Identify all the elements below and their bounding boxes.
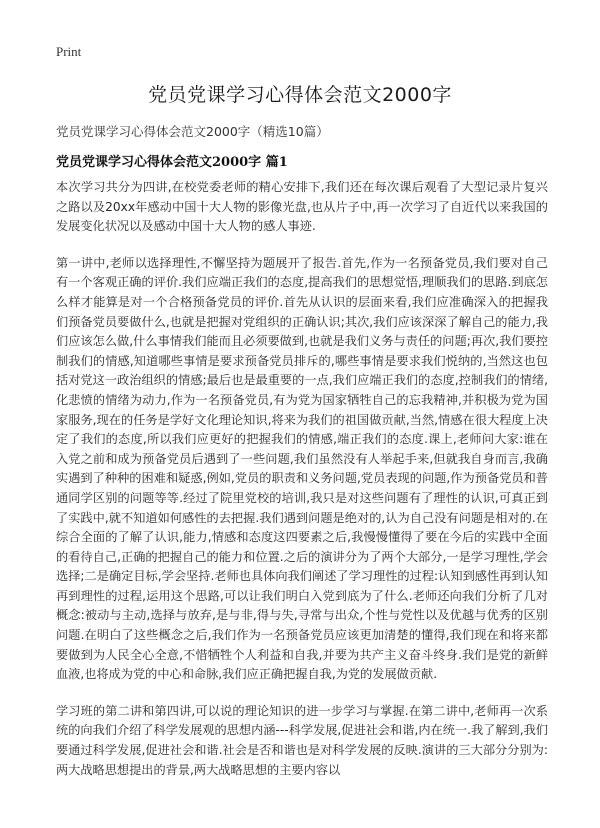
paragraph-intro: 本次学习共分为四讲,在校党委老师的精心安排下,我们还在每次课后观看了大型记录片复兴之路以及20xx年感动中国十大人物的影像光盘,也从片子中,再一次学习了自近代以来我国的发展变化状况以及感动中国十大人物的感人事迹. [56, 180, 548, 234]
section-heading: 党员党课学习心得体会范文2000字 篇1 [56, 155, 288, 170]
page-title: 党员党课学习心得体会范文2000字 [148, 84, 452, 106]
article-body [56, 178, 548, 797]
paragraph-lecture-two-four: 学习班的第二讲和第四讲,可以说的理论知识的进一步学习与掌握.在第二讲中,老师再一次系统的向我们介绍了科学发展观的思想内涵---科学发展,促进社会和谐,内在统一.我了解到,我们要通过科学发展,促进社会和谐.社会是否和谐也是对科学发展的反映.演讲的三大部分分别为:两大战略思想提出的背景,两大战略思想的主要内容以 [56, 703, 548, 777]
paragraph-lecture-one: 第一讲中,老师以选择理性,不懈坚持为题展开了报告.首先,作为一名预备党员,我们要对自己有一个客观正确的评价.我们应端正我们的态度,提高我们的思想觉悟,理顺我们的思路.到底怎么样才能算是对一个合格预备党员的评价.首先从认识的层面来看,我们应准确深入的把握我们预备党员要做什么,也就是把握对党组织的正确认识;其次,我们应该深深了解自己的能力,我们应该怎么做,什么事情我们能而且必须要做到,也就是我们义务与责任的问题;再次,我们要控制我们的情感,知道哪些事情是要求预备党员排斥的,哪些事情是要求我们悦纳的,当然这也包括对党这一政治组织的情感;最后也是最重要的一点,我们应端正我们的态度,控制我们的情绪,化悲愤的情绪为动力,作为一名预备党员,有为党为国家牺牲自己的忘我精神,并积极为党为国家服务,现在的任务是学好文化理论知识,将来为我们的祖国做贡献,当然,情感在很大程度上决定了我们的态度,所以我们应更好的把握我们的情感,端正我们的态度.课上,老师问大家:谁在入党之前和成为预备党员后遇到了一些问题,我们虽然没有人举起手来,但就我自身而言,我确实遇到了种种的困难和疑惑,例如,党员的职责和义务问题,党员表现的问题,作为预备党员和普通同学区别的问题等等.经过了院里党校的培训,我只是对这些问题有了理性的认识,可真正到了实践中,就不知道如何感性的去把握.我们遇到问题是绝对的,认为自己没有问题是相对的.在综合全面的了解了认识,能力,情感和态度这四要素之后,我慢慢懂得了要在今后的实践中全面的看待自己,正确的把握自己的能力和位置.之后的演讲分为了两个大部分,一是学习理性,学会选择;二是确定目标,学会坚持.老师也具体向我们阐述了学习理性的过程:认知到感性再到认知再到理性的过程,运用这个思路,可以让我们明白入党到底为了什么.老师还向我们分析了几对概念:被动与主动,选择与放弃,是与非,得与失,寻常与出众,个性与党性以及优越与优秀的区别问题.在明白了这些概念之后,我们作为一名预备党员应该更加清楚的懂得,我们现在和将来都要做到为人民全心全意,不惜牺牲个人利益和自我,并要为共产主义奋斗终身.我们是党的新鲜血液,也将成为党的中心和命脉,我们应正确把握自我,为党的发展做贡献. [56, 255, 548, 682]
print-label: Print [56, 44, 82, 59]
document-subtitle: 党员党课学习心得体会范文2000字（精选10篇） [56, 124, 329, 139]
